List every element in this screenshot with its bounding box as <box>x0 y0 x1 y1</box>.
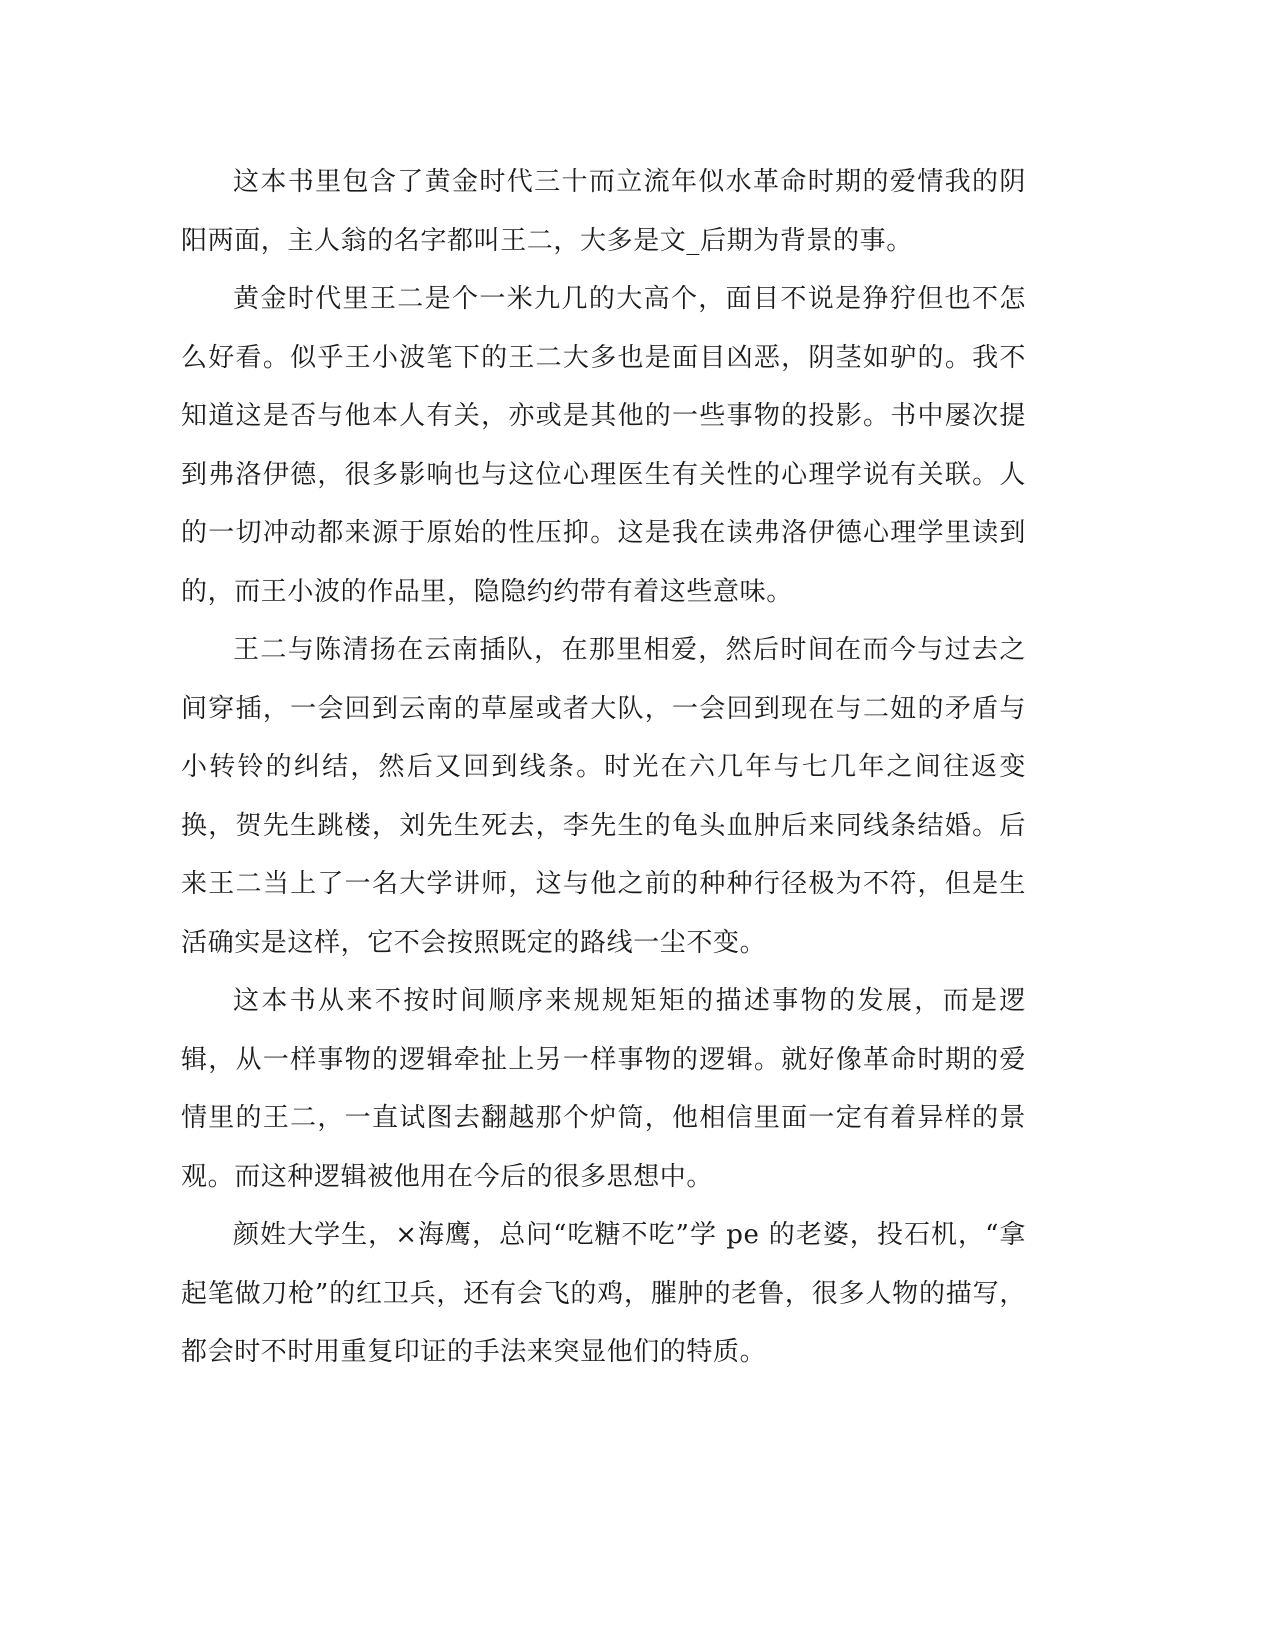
paragraph-3: 王二与陈清扬在云南插队，在那里相爱，然后时间在而今与过去之间穿插，一会回到云南的草屋或者大队，一会回到现在与二妞的矛盾与小转铃的纠结，然后又回到线条。时光在六几年与七几年之间往返变换，贺先生跳楼，刘先生死去，李先生的龟头血肿后来同线条结婚。后来王二当上了一名大学讲师，这与他之前的种种行径极为不符，但是生活确实是这样，它不会按照既定的路线一尘不变。 <box>181 635 1026 958</box>
body-text <box>181 153 1026 1382</box>
paragraph-4: 这本书从来不按时间顺序来规规矩矩的描述事物的发展，而是逻辑，从一样事物的逻辑牵扯上另一样事物的逻辑。就好像革命时期的爱情里的王二，一直试图去翻越那个炉筒，他相信里面一定有着异样的景观。而这种逻辑被他用在今后的很多思想中。 <box>181 986 1026 1192</box>
paragraph-2: 黄金时代里王二是个一米九几的大高个，面目不说是狰狞但也不怎么好看。似乎王小波笔下的王二大多也是面目凶恶，阴茎如驴的。我不知道这是否与他本人有关，亦或是其他的一些事物的投影。书中屡次提到弗洛伊德，很多影响也与这位心理医生有关性的心理学说有关联。人的一切冲动都来源于原始的性压抑。这是我在读弗洛伊德心理学里读到的，而王小波的作品里，隐隐约约带有着这些意味。 <box>181 284 1026 607</box>
paragraph-1: 这本书里包含了黄金时代三十而立流年似水革命时期的爱情我的阴阳两面，主人翁的名字都叫王二，大多是文_后期为背景的事。 <box>181 167 1026 256</box>
paragraph-5: 颜姓大学生，×海鹰，总问“吃糖不吃”学 pe 的老婆，投石机，“拿起笔做刀枪”的红卫兵，还有会飞的鸡，膗肿的老鲁，很多人物的描写，都会时不时用重复印证的手法来突显他们的特质。 <box>181 1220 1026 1367</box>
